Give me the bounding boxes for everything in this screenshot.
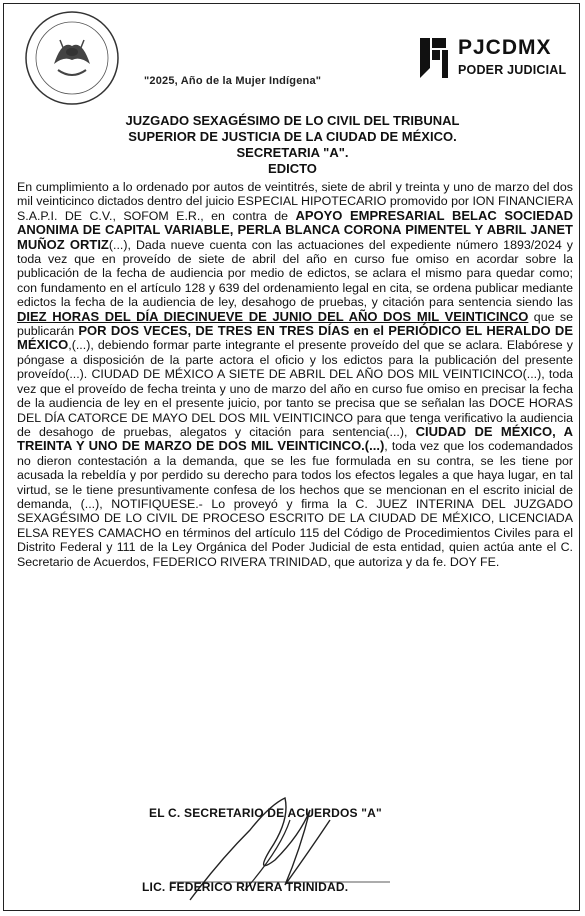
logo-title: PJCDMX <box>458 36 552 59</box>
edict-body <box>17 180 573 569</box>
logo-subtitle: PODER JUDICIAL <box>458 63 567 77</box>
heading-line-3: SECRETARIA "A". <box>236 145 349 160</box>
pjcdmx-logo <box>418 36 578 84</box>
body-part-2: (...), Dada nueve cuenta con las actuaciones del expediente número 1893/2024 y toda vez que en proveído de siete de abril del año en curso fue omiso en acordar sobre la publicación de la fecha de audiencia por medio de edictos, se aclara el mismo para quedar como; con fundamento en el artículo 128 y 639 del ordenamiento legal en cita, se ordena publicar mediante edictos la fecha de la audiencia de ley, desahogo de pruebas, y citación para sentencia siendo las <box>17 237 573 310</box>
signer-name: LIC. FEDERICO RIVERA TRINIDAD. <box>142 880 349 894</box>
heading-line-2: SUPERIOR DE JUSTICIA DE LA CIUDAD DE MÉXICO. <box>128 129 457 144</box>
body-part-1: En cumplimiento a lo ordenado por autos de veintitrés, siete de abril y treinta y uno de marzo del dos mil veinticinco dictados dentro del juicio ESPECIAL HIPOTECARIO promovido por ION FINANCIERA S.A.P.I. DE C.V., SOFOM E.R., en contra de <box>17 180 573 223</box>
heading-line-1: JUZGADO SEXAGÉSIMO DE LO CIVIL DEL TRIBUNAL <box>125 113 460 128</box>
defendants-names: APOYO EMPRESARIAL BELAC SOCIEDAD ANONIMA DE CAPITAL VARIABLE, PERLA BLANCA CORONA PIMENTEL Y ABRIL JANET MUÑOZ ORTIZ <box>17 207 573 252</box>
body-part-3: que se publicarán <box>17 309 573 339</box>
official-seal <box>24 10 120 106</box>
hearing-date: DIEZ HORAS DEL DÍA DIECINUEVE DE JUNIO DEL AÑO DOS MIL VEINTICINCO <box>17 308 529 324</box>
body-part-5: , toda vez que los codemandados no dieron contestación a la demanda, que se les fue formulada en su contra, se les tiene por acusada la rebeldía y por perdido su derecho para todos los efectos legales a que haya lugar, en tal virtud, se le tiene presuntivamente confesa de los hechos que se mencionan en el escrito inicial de demanda, (...), NOTIFIQUESE.- Lo proveyó y firma la C. JUEZ INTERINA DEL JUZGADO SEXAGÉSIMO DE LO CIVIL DE PROCESO ESCRITO DE LA CIUDAD DE MÉXICO, LICENCIADA ELSA REYES CAMACHO en términos del artículo 115 del Código de Procedimientos Civiles para el Distrito Federal y 111 de la Ley Orgánica del Poder Judicial de esta entidad, quien actúa ante el C. Secretario de Acuerdos, FEDERICO RIVERA TRINIDAD, que autoriza y da fe. DOY FE. <box>17 439 573 569</box>
year-motto: "2025, Año de la Mujer Indígena" <box>144 75 322 87</box>
heading-line-4: EDICTO <box>268 161 317 176</box>
ruling-date: CIUDAD DE MÉXICO, A TREINTA Y UNO DE MARZO DE DOS MIL VEINTICINCO.(...) <box>17 423 573 454</box>
body-part-4: ,(...), debiendo formar parte integrante el presente proveído del que se aclara. Elabórese y póngase a disposición de la parte actora el oficio y los edictos para la publicación del presente proveído(...). CIUDAD DE MÉXICO A SIETE DE ABRIL DEL AÑO DOS MIL VEINTICINCO(...), toda vez que el proveído de fecha treinta y uno de marzo del año en curso fue omiso en precisar la fecha de la audiencia de ley en el presente juicio, por tanto se precisa que se señalan las DOCE HORAS DEL DÍA CATORCE DE MAYO DEL DOS MIL VEINTICINCO para que tenga verificativo la audiencia de desahogo de pruebas, alegatos y citación para sentencia(...), <box>17 338 573 439</box>
document-heading <box>40 113 545 177</box>
signer-title: EL C. SECRETARIO DE ACUERDOS "A" <box>149 806 382 820</box>
publication-terms: POR DOS VECES, DE TRES EN TRES DÍAS en el PERIÓDICO EL HERALDO DE MÉXICO <box>17 323 573 353</box>
pjcdmx-logo-mark <box>418 36 456 80</box>
